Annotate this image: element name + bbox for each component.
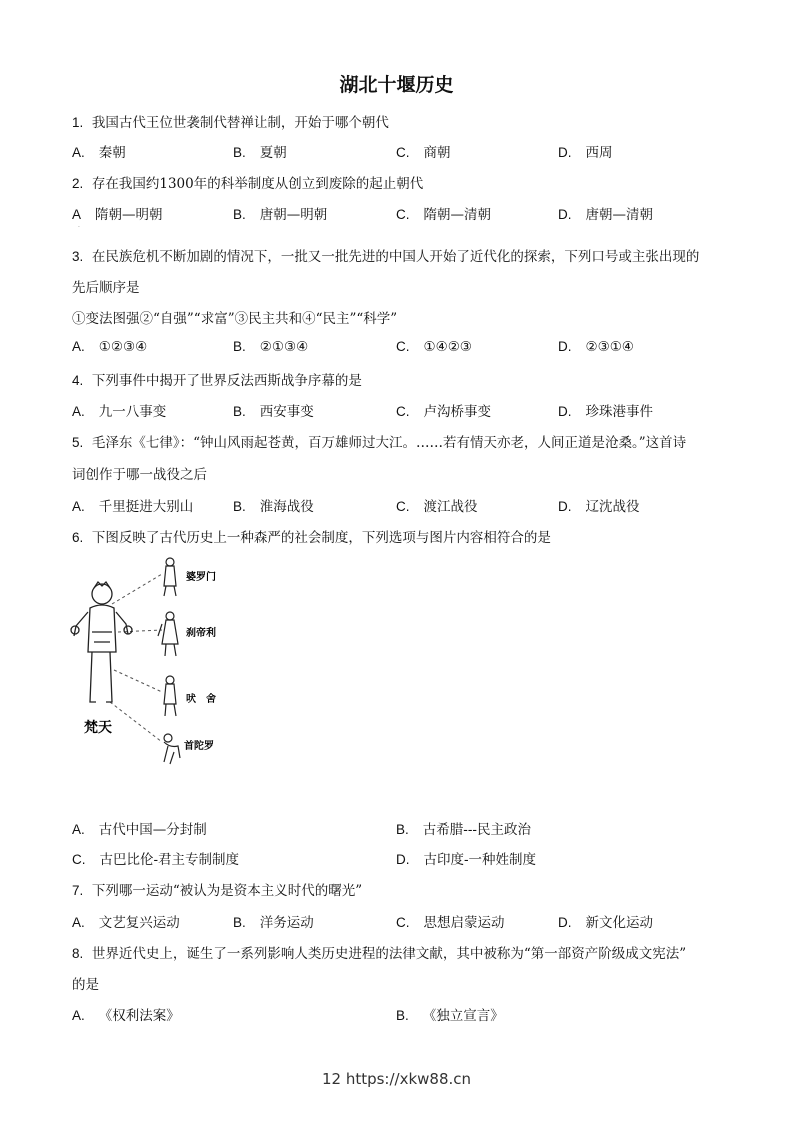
q7-option-c[interactable]: C. 思想启蒙运动 [396, 915, 505, 931]
q4-option-d[interactable]: D. 珍珠港事件 [558, 404, 653, 420]
q8-option-b[interactable]: B. 《独立宣言》 [396, 1008, 504, 1024]
q5-option-a[interactable]: A. 千里挺进大别山 [72, 499, 194, 515]
q2-option-c[interactable]: C. 隋朝—清朝 [396, 207, 491, 223]
stray-mark: · [78, 224, 80, 231]
q5-option-d[interactable]: D. 辽沈战役 [558, 499, 640, 515]
question-7: 7. 下列哪一运动“被认为是资本主义时代的曙光” [72, 883, 363, 899]
q7-option-b[interactable]: B. 洋务运动 [233, 915, 314, 931]
q1-option-d[interactable]: D. 西周 [558, 145, 613, 161]
caste-system-figure [70, 552, 240, 772]
label-vaishya: 吠 舍 [186, 694, 216, 705]
q4-option-b[interactable]: B. 西安事变 [233, 404, 314, 420]
question-5-cont: 词创作于哪一战役之后 [72, 467, 207, 483]
q2-option-a[interactable]: A 隋朝—明朝 [72, 207, 163, 223]
q4-option-a[interactable]: A. 九一八事变 [72, 404, 167, 420]
caste-illustration [70, 552, 240, 772]
q6-option-d[interactable]: D. 古印度-一种姓制度 [396, 852, 537, 868]
q7-option-d[interactable]: D. 新文化运动 [558, 915, 653, 931]
question-8: 8. 世界近代史上，诞生了一系列影响人类历史进程的法律文献，其中被称为“第一部资产阶级成文宪法” [72, 946, 687, 962]
q1-option-c[interactable]: C. 商朝 [396, 145, 451, 161]
question-8-cont: 的是 [72, 977, 99, 993]
q6-option-a[interactable]: A. 古代中国—分封制 [72, 822, 207, 838]
q5-option-b[interactable]: B. 淮海战役 [233, 499, 314, 515]
kshatriya-figure [158, 612, 178, 656]
question-3: 3. 在民族危机不断加剧的情况下，一批又一批先进的中国人开始了近代化的探索，下列口号或主张出现的 [72, 249, 700, 265]
brahma-figure [71, 582, 132, 702]
label-brahmin: 婆罗门 [186, 572, 216, 583]
shudra-figure [164, 734, 180, 764]
question-6: 6. 下图反映了古代历史上一种森严的社会制度，下列选项与图片内容相符合的是 [72, 530, 551, 546]
q6-option-b[interactable]: B. 古希腊---民主政治 [396, 822, 531, 838]
q4-option-c[interactable]: C. 卢沟桥事变 [396, 404, 491, 420]
question-3-items: ①变法图强②“自强”“求富”③民主共和④“民主”“科学” [72, 311, 398, 327]
brahmin-figure [164, 558, 176, 596]
question-1: 1. 我国古代王位世袭制代替禅让制，开始于哪个朝代 [72, 115, 389, 131]
q2-option-b[interactable]: B. 唐朝—明朝 [233, 207, 328, 223]
question-5: 5. 毛泽东《七律》：“钟山风雨起苍黄，百万雄师过大江。……若有情天亦老，人间正道是沧桑。”这首诗 [72, 435, 687, 451]
question-3-cont: 先后顺序是 [72, 280, 140, 296]
label-brahma: 梵天 [84, 720, 112, 736]
page-title: 湖北十堰历史 [339, 74, 454, 96]
q1-option-a[interactable]: A. 秦朝 [72, 145, 126, 161]
q7-option-a[interactable]: A. 文艺复兴运动 [72, 915, 180, 931]
q2-option-d[interactable]: D. 唐朝—清朝 [558, 207, 653, 223]
q5-option-c[interactable]: C. 渡江战役 [396, 499, 478, 515]
question-4: 4. 下列事件中揭开了世界反法西斯战争序幕的是 [72, 373, 362, 389]
q1-option-b[interactable]: B. 夏朝 [233, 145, 287, 161]
q3-option-a[interactable]: A. ①②③④ [72, 339, 148, 355]
q3-option-d[interactable]: D. ②③①④ [558, 339, 634, 355]
q3-option-b[interactable]: B. ②①③④ [233, 339, 309, 355]
page-footer: 12 https://xkw88.cn [321, 1070, 472, 1088]
label-kshatriya: 刹帝利 [186, 628, 216, 639]
q6-option-c[interactable]: C. 古巴比伦-君主专制制度 [72, 852, 240, 868]
question-2: 2. 存在我国约1300年的科举制度从创立到废除的起止朝代 [72, 176, 424, 192]
q3-option-c[interactable]: C. ①④②③ [396, 339, 472, 355]
q8-option-a[interactable]: A. 《权利法案》 [72, 1008, 180, 1024]
vaishya-figure [164, 676, 176, 716]
label-shudra: 首陀罗 [184, 741, 214, 752]
